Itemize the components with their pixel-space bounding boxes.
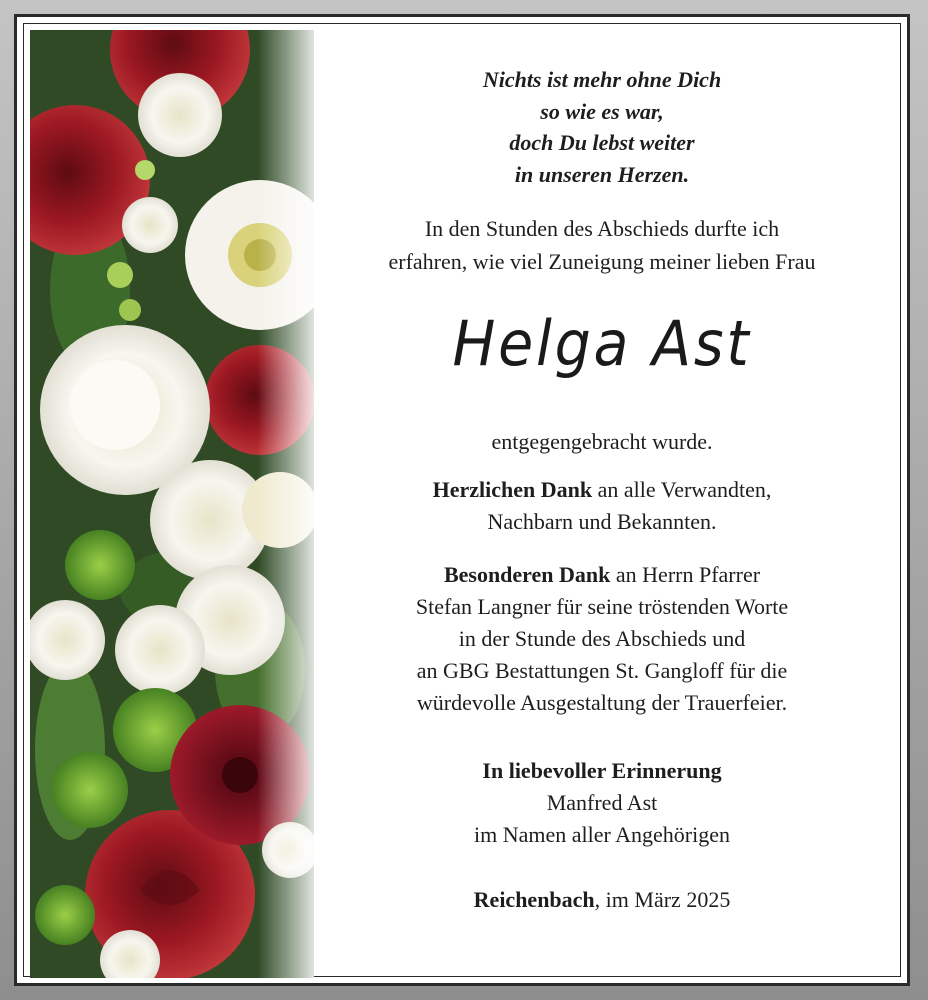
received-line [322, 426, 882, 458]
thanks-special-line: würdevolle Ausgestaltung der Trauerfeier. [416, 690, 788, 715]
notice-frame [14, 14, 910, 986]
place-date [322, 884, 882, 916]
notice-inner-frame [23, 23, 901, 977]
thanks-general-line2: Nachbarn und Bekannten. [487, 509, 717, 534]
thanks-general-bold: Herzlichen Dank [432, 477, 593, 502]
poem-line: Nichts ist mehr ohne Dich [482, 67, 722, 92]
flower-bouquet [30, 30, 314, 978]
received-text: entgegengebracht wurde. [491, 429, 713, 454]
poem [322, 64, 882, 190]
poem-line: doch Du lebst weiter [509, 130, 695, 155]
intro [322, 212, 882, 278]
thanks-special-line: an GBG Bestattungen St. Gangloff für die [416, 658, 788, 683]
thanks-general [322, 474, 882, 538]
thanks-special [322, 559, 882, 719]
poem-line: in unseren Herzen. [514, 161, 690, 187]
notice-text [322, 24, 882, 976]
thanks-general-rest: an alle Verwandten, [592, 477, 772, 502]
intro-line: In den Stunden des Abschieds durfte ich [424, 216, 780, 241]
date: , im März 2025 [594, 887, 731, 912]
closing [322, 755, 882, 851]
flower-bouquet-svg [30, 30, 314, 978]
poem-line: so wie es war, [540, 98, 664, 124]
intro-line: erfahren, wie viel Zuneigung meiner lieben Frau [388, 249, 816, 274]
thanks-special-bold: Besonderen Dank [443, 562, 611, 587]
thanks-special-line: in der Stunde des Abschieds und [458, 626, 746, 651]
deceased-name: Helga Ast [452, 307, 752, 380]
thanks-special-line: Stefan Langner für seine tröstenden Worte [415, 594, 789, 619]
closing-heading: In liebevoller Erinnerung [482, 758, 722, 783]
place: Reichenbach [473, 887, 595, 912]
closing-family: im Namen aller Angehörigen [474, 822, 730, 847]
thanks-special-rest: an Herrn Pfarrer [610, 562, 761, 587]
closing-signer: Manfred Ast [546, 790, 658, 815]
